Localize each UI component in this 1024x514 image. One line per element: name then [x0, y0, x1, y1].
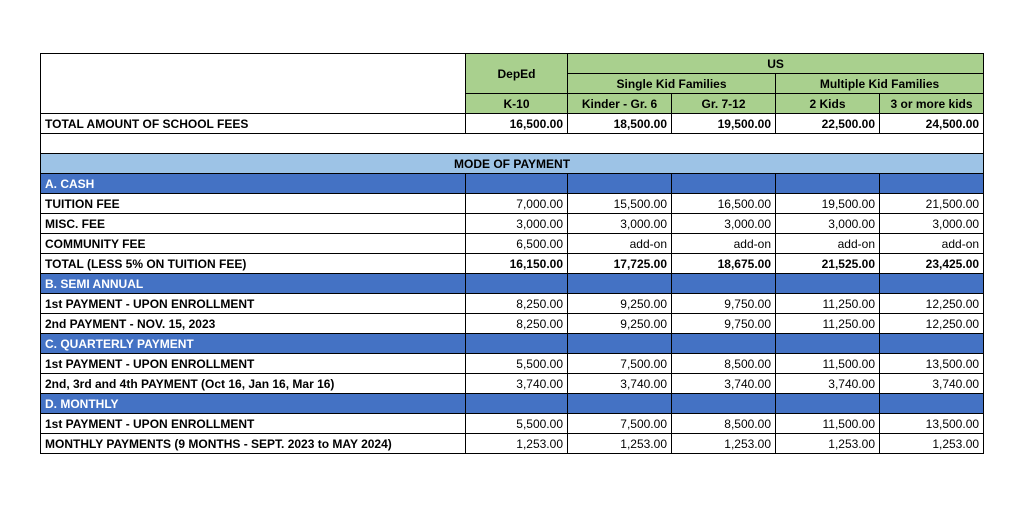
fee-row: [41, 374, 984, 394]
section-title: A. CASH: [41, 174, 466, 194]
fee-value-cell: 3,000.00: [776, 214, 880, 234]
fee-value-cell: 1,253.00: [776, 434, 880, 454]
fee-value-cell: 11,500.00: [776, 414, 880, 434]
fee-value-cell: 1,253.00: [568, 434, 672, 454]
fee-value-cell: 3,000.00: [568, 214, 672, 234]
fee-value-cell: 12,250.00: [880, 314, 984, 334]
single-kid-families-header: Single Kid Families: [568, 74, 776, 94]
fee-value-cell: 1,253.00: [466, 434, 568, 454]
header-row-1: [41, 54, 984, 74]
section-title: C. QUARTERLY PAYMENT: [41, 334, 466, 354]
section-header-blank-cell: [880, 174, 984, 194]
column-header-kinder-gr6: Kinder - Gr. 6: [568, 94, 672, 114]
fee-value-cell: 7,500.00: [568, 414, 672, 434]
multiple-kid-families-header: Multiple Kid Families: [776, 74, 984, 94]
mode-of-payment-row: [41, 154, 984, 174]
section-header-blank-cell: [776, 274, 880, 294]
fee-value-cell: 8,250.00: [466, 294, 568, 314]
fee-row-label: 2nd PAYMENT - NOV. 15, 2023: [41, 314, 466, 334]
fee-value-cell: 3,000.00: [466, 214, 568, 234]
fee-row-label: 2nd, 3rd and 4th PAYMENT (Oct 16, Jan 16, Mar 16): [41, 374, 466, 394]
fee-value-cell: 3,740.00: [672, 374, 776, 394]
section-header-blank-cell: [880, 274, 984, 294]
fees-table-body: [41, 54, 984, 454]
fee-value-cell: add-on: [880, 234, 984, 254]
section-header-blank-cell: [568, 334, 672, 354]
section-header-blank-cell: [568, 394, 672, 414]
fee-row: [41, 294, 984, 314]
fee-row: [41, 434, 984, 454]
fee-value-cell: 9,750.00: [672, 294, 776, 314]
fee-value-cell: 15,500.00: [568, 194, 672, 214]
fee-value-cell: 12,250.00: [880, 294, 984, 314]
fee-row-label: TUITION FEE: [41, 194, 466, 214]
section-header-blank-cell: [776, 334, 880, 354]
spacer-cell: [41, 134, 984, 154]
fee-row-label: COMMUNITY FEE: [41, 234, 466, 254]
section-header-blank-cell: [672, 334, 776, 354]
section-header-blank-cell: [466, 334, 568, 354]
fee-value-cell: 21,525.00: [776, 254, 880, 274]
total-school-fees-row: [41, 114, 984, 134]
fee-row-label: MONTHLY PAYMENTS (9 MONTHS - SEPT. 2023 to MAY 2024): [41, 434, 466, 454]
fee-value-cell: 19,500.00: [776, 194, 880, 214]
fee-row-label: 1st PAYMENT - UPON ENROLLMENT: [41, 354, 466, 374]
section-header-blank-cell: [466, 394, 568, 414]
fee-row: [41, 314, 984, 334]
fee-value-cell: 8,500.00: [672, 354, 776, 374]
fee-value-cell: 8,250.00: [466, 314, 568, 334]
section-header-blank-cell: [466, 274, 568, 294]
fee-value-cell: 5,500.00: [466, 354, 568, 374]
fee-value-cell: 21,500.00: [880, 194, 984, 214]
fee-value-cell: 13,500.00: [880, 354, 984, 374]
section-header-row: [41, 274, 984, 294]
section-header-row: [41, 394, 984, 414]
column-header-2-kids: 2 Kids: [776, 94, 880, 114]
column-header-k10: K-10: [466, 94, 568, 114]
us-header: US: [568, 54, 984, 74]
fee-row-label: 1st PAYMENT - UPON ENROLLMENT: [41, 294, 466, 314]
deped-header: DepEd: [466, 54, 568, 94]
section-title: D. MONTHLY: [41, 394, 466, 414]
fee-value-cell: 11,500.00: [776, 354, 880, 374]
fee-row: [41, 214, 984, 234]
fee-row-label: 1st PAYMENT - UPON ENROLLMENT: [41, 414, 466, 434]
fee-value-cell: 7,000.00: [466, 194, 568, 214]
fee-value-cell: 7,500.00: [568, 354, 672, 374]
fee-value-cell: 5,500.00: [466, 414, 568, 434]
section-header-blank-cell: [672, 174, 776, 194]
column-header-3-or-more-kids: 3 or more kids: [880, 94, 984, 114]
fee-value-cell: 18,675.00: [672, 254, 776, 274]
fee-value-cell: 8,500.00: [672, 414, 776, 434]
fee-value-cell: 3,740.00: [466, 374, 568, 394]
section-header-blank-cell: [880, 334, 984, 354]
fee-value-cell: add-on: [776, 234, 880, 254]
section-header-blank-cell: [672, 394, 776, 414]
fee-value-cell: 16,500.00: [672, 194, 776, 214]
fee-row: [41, 354, 984, 374]
fee-value-cell: 3,000.00: [880, 214, 984, 234]
total-school-fees-value: 18,500.00: [568, 114, 672, 134]
fee-value-cell: 6,500.00: [466, 234, 568, 254]
section-header-blank-cell: [880, 394, 984, 414]
section-title: B. SEMI ANNUAL: [41, 274, 466, 294]
header-blank-cell: [41, 54, 466, 114]
section-header-row: [41, 174, 984, 194]
section-header-blank-cell: [776, 394, 880, 414]
section-header-row: [41, 334, 984, 354]
fee-value-cell: 11,250.00: [776, 314, 880, 334]
fee-row: [41, 194, 984, 214]
fee-row-label: TOTAL (LESS 5% ON TUITION FEE): [41, 254, 466, 274]
total-school-fees-value: 16,500.00: [466, 114, 568, 134]
section-header-blank-cell: [466, 174, 568, 194]
total-school-fees-label: TOTAL AMOUNT OF SCHOOL FEES: [41, 114, 466, 134]
total-school-fees-value: 19,500.00: [672, 114, 776, 134]
mode-of-payment-heading: MODE OF PAYMENT: [41, 154, 984, 174]
fee-value-cell: 9,250.00: [568, 294, 672, 314]
fee-value-cell: 9,250.00: [568, 314, 672, 334]
school-fees-table: [40, 53, 984, 454]
total-school-fees-value: 22,500.00: [776, 114, 880, 134]
fee-value-cell: 1,253.00: [880, 434, 984, 454]
total-school-fees-value: 24,500.00: [880, 114, 984, 134]
fee-value-cell: 11,250.00: [776, 294, 880, 314]
fee-value-cell: 3,740.00: [776, 374, 880, 394]
fee-value-cell: add-on: [672, 234, 776, 254]
spacer-row: [41, 134, 984, 154]
fee-value-cell: add-on: [568, 234, 672, 254]
fee-row: [41, 414, 984, 434]
fee-row-label: MISC. FEE: [41, 214, 466, 234]
section-header-blank-cell: [672, 274, 776, 294]
fee-value-cell: 1,253.00: [672, 434, 776, 454]
fee-value-cell: 9,750.00: [672, 314, 776, 334]
fee-value-cell: 3,740.00: [880, 374, 984, 394]
fee-row: [41, 254, 984, 274]
section-header-blank-cell: [776, 174, 880, 194]
section-header-blank-cell: [568, 274, 672, 294]
fee-value-cell: 3,740.00: [568, 374, 672, 394]
fee-value-cell: 16,150.00: [466, 254, 568, 274]
fee-value-cell: 13,500.00: [880, 414, 984, 434]
fee-value-cell: 3,000.00: [672, 214, 776, 234]
fee-row: [41, 234, 984, 254]
column-header-gr7-12: Gr. 7-12: [672, 94, 776, 114]
fee-value-cell: 23,425.00: [880, 254, 984, 274]
section-header-blank-cell: [568, 174, 672, 194]
fee-value-cell: 17,725.00: [568, 254, 672, 274]
